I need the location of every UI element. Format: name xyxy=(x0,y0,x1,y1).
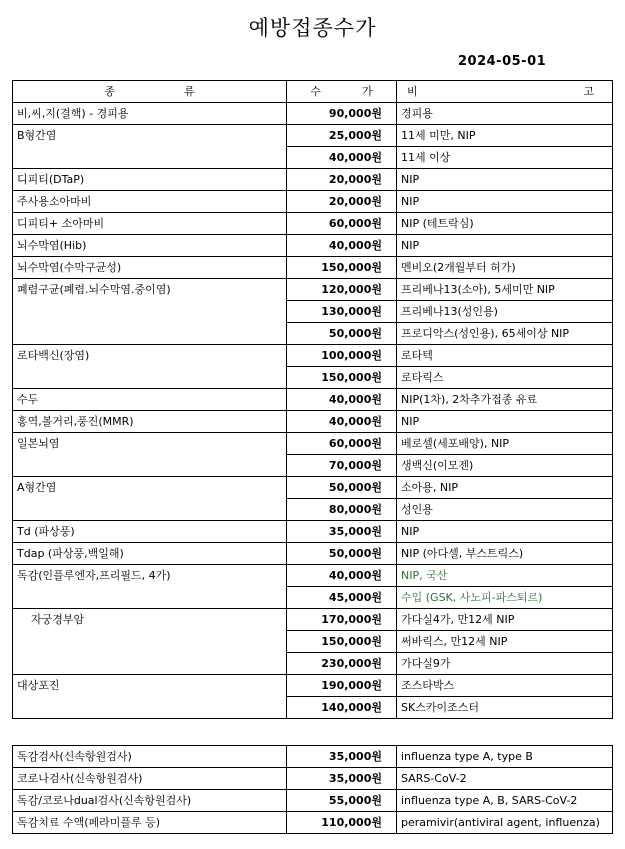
table-row xyxy=(13,103,613,125)
vaccine-note: 11세 이상 xyxy=(397,147,613,169)
vaccine-note: NIP xyxy=(397,411,613,433)
vaccine-price: 40,000원 xyxy=(287,411,397,433)
table-row xyxy=(13,790,613,812)
table-body xyxy=(13,746,613,834)
vaccine-note: NIP (아다셀, 부스트릭스) xyxy=(397,543,613,565)
table-row xyxy=(13,565,613,587)
header-type-b: 류 xyxy=(184,85,195,98)
vaccine-price: 50,000원 xyxy=(287,477,397,499)
test-name: 독감검사(신속항원검사) xyxy=(13,746,287,768)
table-header-row xyxy=(13,81,613,103)
test-name: 코로나검사(신속항원검사) xyxy=(13,768,287,790)
vaccine-price: 70,000원 xyxy=(287,455,397,477)
table-row xyxy=(13,609,613,631)
vaccine-note: NIP(1차), 2차추가접종 유료 xyxy=(397,389,613,411)
test-name: 독감/코로나dual검사(신속항원검사) xyxy=(13,790,287,812)
table-body xyxy=(13,103,613,719)
vaccine-note: 써바릭스, 만12세 NIP xyxy=(397,631,613,653)
header-price xyxy=(287,81,397,103)
vaccine-name: 디피티(DTaP) xyxy=(13,169,287,191)
vaccine-price: 50,000원 xyxy=(287,543,397,565)
table-row xyxy=(13,279,613,301)
header-note-a: 비 xyxy=(407,85,418,98)
table-row xyxy=(13,477,613,499)
vaccine-price: 80,000원 xyxy=(287,499,397,521)
table-row xyxy=(13,675,613,697)
header-type xyxy=(13,81,287,103)
vaccine-note: SK스카이조스터 xyxy=(397,697,613,719)
table-row xyxy=(13,191,613,213)
vaccine-note: 멘비오(2개월부터 허가) xyxy=(397,257,613,279)
table-row xyxy=(13,257,613,279)
vaccine-note: 프리베나13(성인용) xyxy=(397,301,613,323)
vaccine-name: 일본뇌염 xyxy=(13,433,287,477)
table-row xyxy=(13,746,613,768)
vaccine-name: 자궁경부암 xyxy=(13,609,287,675)
test-price: 35,000원 xyxy=(287,746,397,768)
vaccine-price: 150,000원 xyxy=(287,631,397,653)
vaccine-price: 40,000원 xyxy=(287,389,397,411)
date-label: 2024-05-01 xyxy=(458,54,547,69)
vaccine-note: 수입 (GSK, 사노피-파스퇴르) xyxy=(397,587,613,609)
vaccine-note: NIP xyxy=(397,169,613,191)
table-row xyxy=(13,543,613,565)
page-title: 예방접종수가 xyxy=(248,16,377,40)
header-price-b: 가 xyxy=(362,85,373,98)
vaccine-price: 90,000원 xyxy=(287,103,397,125)
vaccine-price: 50,000원 xyxy=(287,323,397,345)
vaccine-price: 170,000원 xyxy=(287,609,397,631)
vaccine-price: 45,000원 xyxy=(287,587,397,609)
table-row xyxy=(13,125,613,147)
vaccine-name: Td (파상풍) xyxy=(13,521,287,543)
vaccine-price: 40,000원 xyxy=(287,565,397,587)
vaccine-name: 주사용소아마비 xyxy=(13,191,287,213)
table-row xyxy=(13,768,613,790)
vaccine-price: 20,000원 xyxy=(287,169,397,191)
vaccine-note: 프로디악스(성인용), 65세이상 NIP xyxy=(397,323,613,345)
vaccine-note: 소아용, NIP xyxy=(397,477,613,499)
table-row xyxy=(13,345,613,367)
table-row xyxy=(13,812,613,834)
test-price: 110,000원 xyxy=(287,812,397,834)
table-row xyxy=(13,213,613,235)
vaccine-price: 150,000원 xyxy=(287,367,397,389)
vaccine-note: 가다실9가 xyxy=(397,653,613,675)
vaccine-note: NIP (테트락심) xyxy=(397,213,613,235)
test-note: peramivir(antiviral agent, influenza) xyxy=(397,812,613,834)
vaccine-price: 35,000원 xyxy=(287,521,397,543)
vaccine-note: NIP xyxy=(397,521,613,543)
vaccine-name: A형간염 xyxy=(13,477,287,521)
vaccine-price-table xyxy=(12,80,613,719)
vaccine-price: 20,000원 xyxy=(287,191,397,213)
vaccine-name: 수두 xyxy=(13,389,287,411)
test-note: SARS-CoV-2 xyxy=(397,768,613,790)
vaccine-price: 140,000원 xyxy=(287,697,397,719)
test-price: 55,000원 xyxy=(287,790,397,812)
vaccine-price: 60,000원 xyxy=(287,433,397,455)
vaccine-note: 조스타박스 xyxy=(397,675,613,697)
vaccine-name: 비,씨,지(결핵) - 경피용 xyxy=(13,103,287,125)
vaccine-price: 150,000원 xyxy=(287,257,397,279)
vaccine-price: 60,000원 xyxy=(287,213,397,235)
vaccine-name: Tdap (파상풍,백일해) xyxy=(13,543,287,565)
vaccine-note: 경피용 xyxy=(397,103,613,125)
vaccine-price: 40,000원 xyxy=(287,147,397,169)
test-name: 독감치료 수액(페라미플루 등) xyxy=(13,812,287,834)
vaccine-note: 베로셀(세포배양), NIP xyxy=(397,433,613,455)
header-type-a: 종 xyxy=(104,85,115,98)
vaccine-name: 디피티+ 소아마비 xyxy=(13,213,287,235)
vaccine-note: 생백신(이모젠) xyxy=(397,455,613,477)
test-price-table xyxy=(12,745,613,834)
table-row xyxy=(13,389,613,411)
vaccine-price: 120,000원 xyxy=(287,279,397,301)
vaccine-name: 뇌수막염(Hib) xyxy=(13,235,287,257)
vaccine-note: 로타릭스 xyxy=(397,367,613,389)
vaccine-note: 성인용 xyxy=(397,499,613,521)
vaccine-note: NIP xyxy=(397,235,613,257)
vaccine-note: NIP, 국산 xyxy=(397,565,613,587)
header-price-a: 수 xyxy=(310,85,321,98)
header-note-b: 고 xyxy=(583,85,594,98)
vaccine-name: B형간염 xyxy=(13,125,287,169)
vaccine-price: 130,000원 xyxy=(287,301,397,323)
vaccine-note: 프리베나13(소아), 5세미만 NIP xyxy=(397,279,613,301)
header-note xyxy=(397,81,613,103)
test-note: influenza type A, B, SARS-CoV-2 xyxy=(397,790,613,812)
table-row xyxy=(13,411,613,433)
vaccine-note: 11세 미만, NIP xyxy=(397,125,613,147)
test-note: influenza type A, type B xyxy=(397,746,613,768)
table-row xyxy=(13,169,613,191)
table-row xyxy=(13,235,613,257)
vaccine-name: 독감(인플루엔자,프리필드, 4가) xyxy=(13,565,287,609)
vaccine-name: 대상포진 xyxy=(13,675,287,719)
vaccine-price: 190,000원 xyxy=(287,675,397,697)
vaccine-price: 25,000원 xyxy=(287,125,397,147)
vaccine-name: 뇌수막염(수막구균성) xyxy=(13,257,287,279)
vaccine-name: 로타백신(장염) xyxy=(13,345,287,389)
vaccine-note: NIP xyxy=(397,191,613,213)
vaccine-name: 폐렴구균(폐렴.뇌수막염.중이염) xyxy=(13,279,287,345)
vaccine-price: 40,000원 xyxy=(287,235,397,257)
vaccine-note: 로타텍 xyxy=(397,345,613,367)
vaccine-price: 230,000원 xyxy=(287,653,397,675)
vaccine-note: 가다실4가, 만12세 NIP xyxy=(397,609,613,631)
vaccine-name: 홍역,볼거리,풍진(MMR) xyxy=(13,411,287,433)
vaccine-price: 100,000원 xyxy=(287,345,397,367)
table-row xyxy=(13,521,613,543)
table-row xyxy=(13,433,613,455)
test-price: 35,000원 xyxy=(287,768,397,790)
